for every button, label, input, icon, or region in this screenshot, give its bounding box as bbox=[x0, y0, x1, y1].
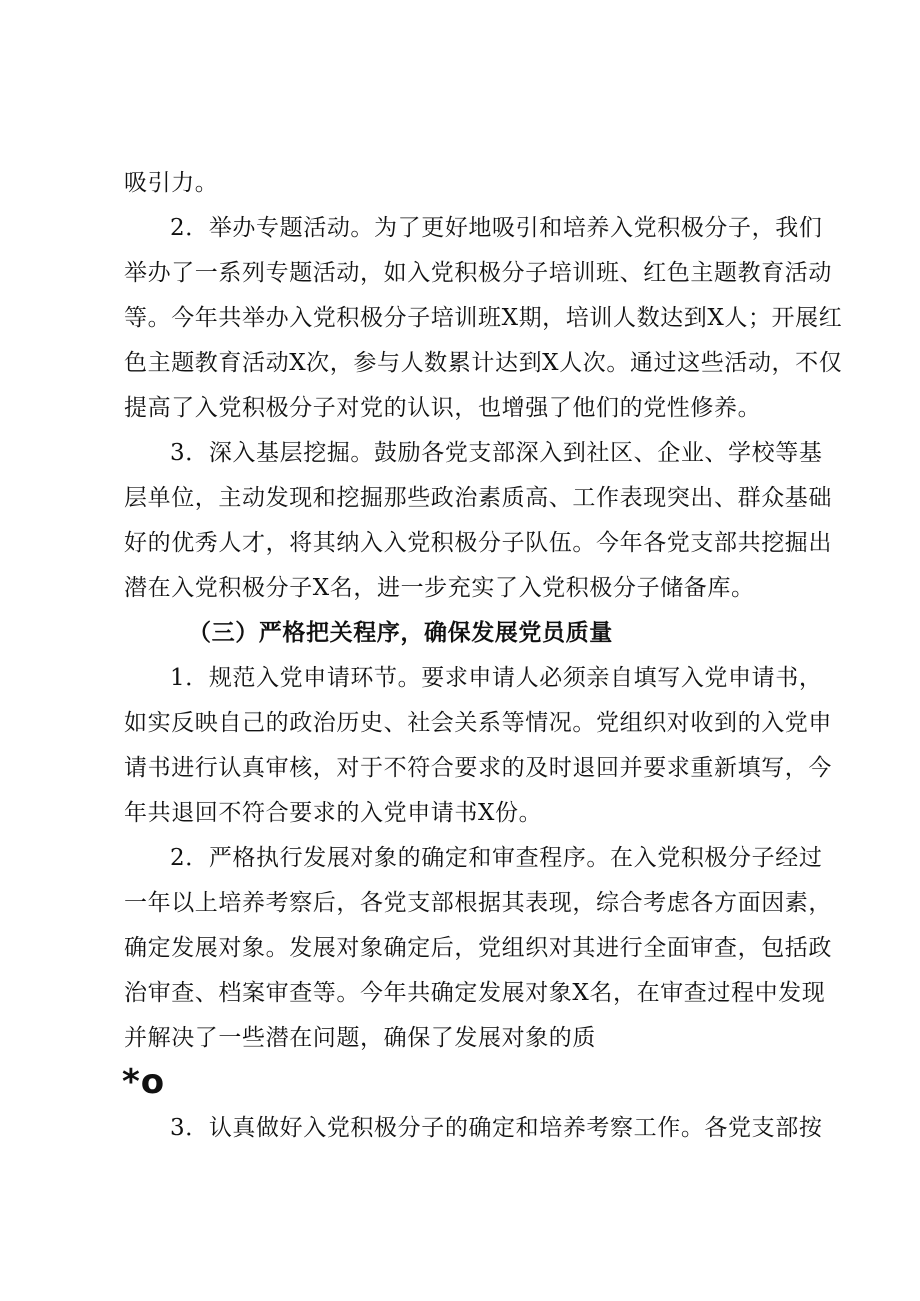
paragraph-line: 请书进行认真审核，对于不符合要求的及时退回并要求重新填写，今 bbox=[124, 755, 832, 781]
paragraph-line: 色主题教育活动X次，参与人数累计达到X人次。通过这些活动，不仅 bbox=[124, 350, 843, 376]
ocr-artifact-text: *o bbox=[122, 1062, 166, 1102]
paragraph-line: 2．严格执行发展对象的确定和审查程序。在入党积极分子经过 bbox=[170, 845, 823, 871]
paragraph-line: 一年以上培养考察后，各党支部根据其表现，综合考虑各方面因素， bbox=[124, 890, 832, 916]
paragraph-line: 2．举办专题活动。为了更好地吸引和培养入党积极分子，我们 bbox=[170, 215, 823, 241]
paragraph-line: 3．深入基层挖掘。鼓励各党支部深入到社区、企业、学校等基 bbox=[170, 440, 823, 466]
section-heading: （三）严格把关程序，确保发展党员质量 bbox=[188, 620, 613, 646]
paragraph-line: 3．认真做好入党积极分子的确定和培养考察工作。各党支部按 bbox=[170, 1115, 823, 1141]
paragraph-line: 治审查、档案审查等。今年共确定发展对象X名，在审查过程中发现 bbox=[124, 980, 826, 1006]
paragraph-line: 层单位，主动发现和挖掘那些政治素质高、工作表现突出、群众基础 bbox=[124, 485, 832, 511]
paragraph-line: 等。今年共举办入党积极分子培训班X期，培训人数达到X人；开展红 bbox=[124, 305, 843, 331]
paragraph-line: 如实反映自己的政治历史、社会关系等情况。党组织对收到的入党申 bbox=[124, 710, 832, 736]
paragraph-line: 好的优秀人才，将其纳入入党积极分子队伍。今年各党支部共挖掘出 bbox=[124, 530, 832, 556]
paragraph-line: 并解决了一些潜在问题，确保了发展对象的质 bbox=[124, 1025, 596, 1051]
paragraph-line: 1．规范入党申请环节。要求申请人必须亲自填写入党申请书， bbox=[170, 665, 823, 691]
paragraph-line: 确定发展对象。发展对象确定后，党组织对其进行全面审查，包括政 bbox=[124, 935, 832, 961]
paragraph-line: 潜在入党积极分子X名，进一步充实了入党积极分子储备库。 bbox=[124, 575, 755, 601]
paragraph-line: 举办了一系列专题活动，如入党积极分子培训班、红色主题教育活动 bbox=[124, 260, 832, 286]
paragraph-line: 年共退回不符合要求的入党申请书X份。 bbox=[124, 800, 543, 826]
paragraph-line: 提高了入党积极分子对党的认识，也增强了他们的党性修养。 bbox=[124, 395, 762, 421]
paragraph-line: 吸引力。 bbox=[124, 170, 219, 196]
